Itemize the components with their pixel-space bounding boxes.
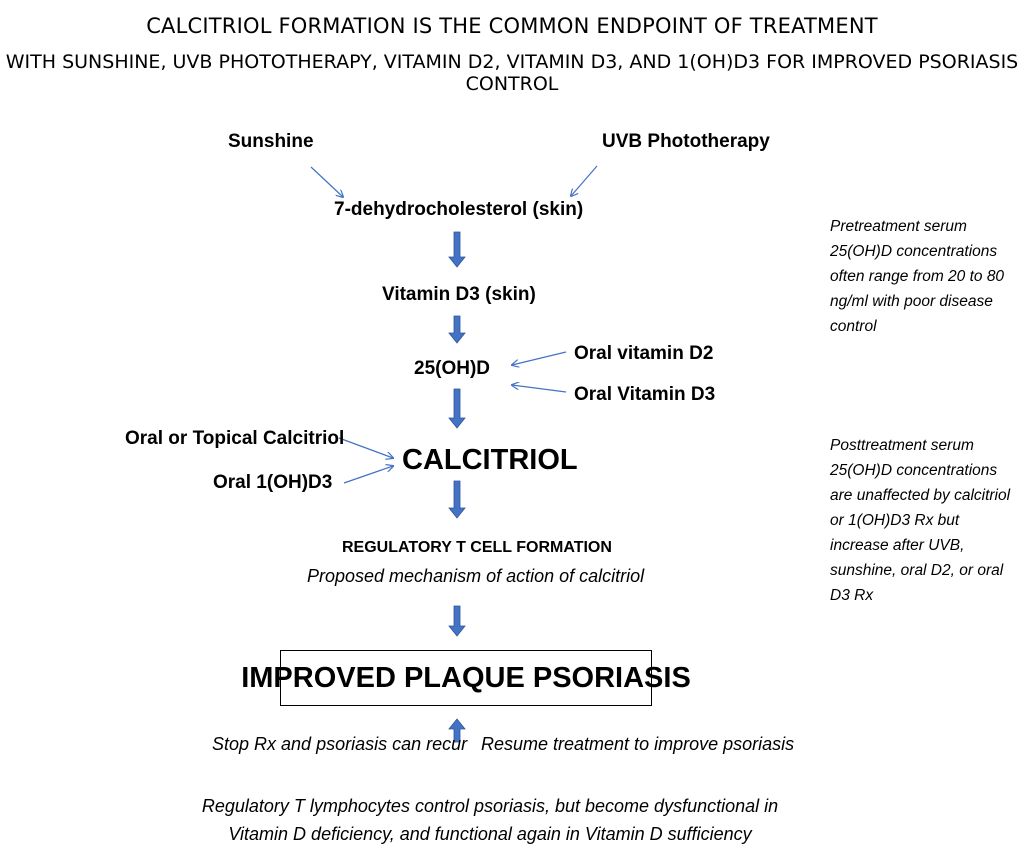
block-arrow-dehydro-to-vitd3 [449,232,465,267]
node-oral-vitamin-d3: Oral Vitamin D3 [574,384,716,405]
note-pretreatment: Pretreatment serum 25(OH)D concentrations often range from 20 to 80 ng/ml with poor disease control [830,218,1005,335]
arrow-oral-d2-to-25ohd [512,352,566,365]
stop-rx-text: Stop Rx and psoriasis can recur [212,734,468,754]
arrow-uvb-to-dehydro [571,166,597,196]
node-uvb-phototherapy: UVB Phototherapy [602,131,770,152]
note-posttreatment: Posttreatment serum 25(OH)D concentrations are unaffected by calcitriol or 1(OH)D3 Rx but increase after UVB, sunshine, oral D2, or oral D3 Rx [830,437,1011,604]
footer-caption [180,792,800,848]
arrow-oral-d3-to-25ohd [512,385,566,392]
node-vitamin-d3-skin: Vitamin D3 (skin) [382,284,536,305]
footer-line-1: Regulatory T lymphocytes control psoriasis, but become dysfunctional in [201,796,779,816]
block-arrow-25ohd-to-calcitriol [449,389,465,428]
node-oral-vitamin-d2: Oral vitamin D2 [574,343,714,364]
resume-treatment-text: Resume treatment to improve psoriasis [481,734,795,754]
node-regulatory-t-cell-formation: REGULATORY T CELL FORMATION [342,539,612,556]
arrow-calcitriol-oral-to-calcitriol [339,438,393,458]
node-calcitriol: CALCITRIOL [402,444,578,476]
node-improved-plaque-psoriasis: IMPROVED PLAQUE PSORIASIS [241,661,691,694]
node-oral-1ohd3: Oral 1(OH)D3 [213,472,333,493]
block-arrow-treg-to-outcome [449,606,465,636]
node-sunshine: Sunshine [228,131,314,152]
node-7-dehydrocholesterol: 7-dehydrocholesterol (skin) [334,199,584,220]
outcome-box [241,650,691,706]
node-oral-topical-calcitriol: Oral or Topical Calcitriol [125,428,345,449]
title-line-1: CALCITRIOL FORMATION IS THE COMMON ENDPOINT OF TREATMENT [146,14,878,38]
arrow-sunshine-to-dehydro [311,167,343,197]
node-mechanism-caption: Proposed mechanism of action of calcitriol [307,566,645,586]
block-arrow-vitd3-to-25ohd [449,316,465,343]
node-25ohd: 25(OH)D [414,358,491,379]
title-line-2: WITH SUNSHINE, UVB PHOTOTHERAPY, VITAMIN D2, VITAMIN D3, AND 1(OH)D3 FOR IMPROVED PSORIASIS CONTROL [5,51,1019,95]
footer-line-2: Vitamin D deficiency, and functional again in Vitamin D sufficiency [228,824,752,844]
block-arrow-calcitriol-to-treg [449,481,465,518]
arrow-1ohd3-to-calcitriol [344,466,393,483]
